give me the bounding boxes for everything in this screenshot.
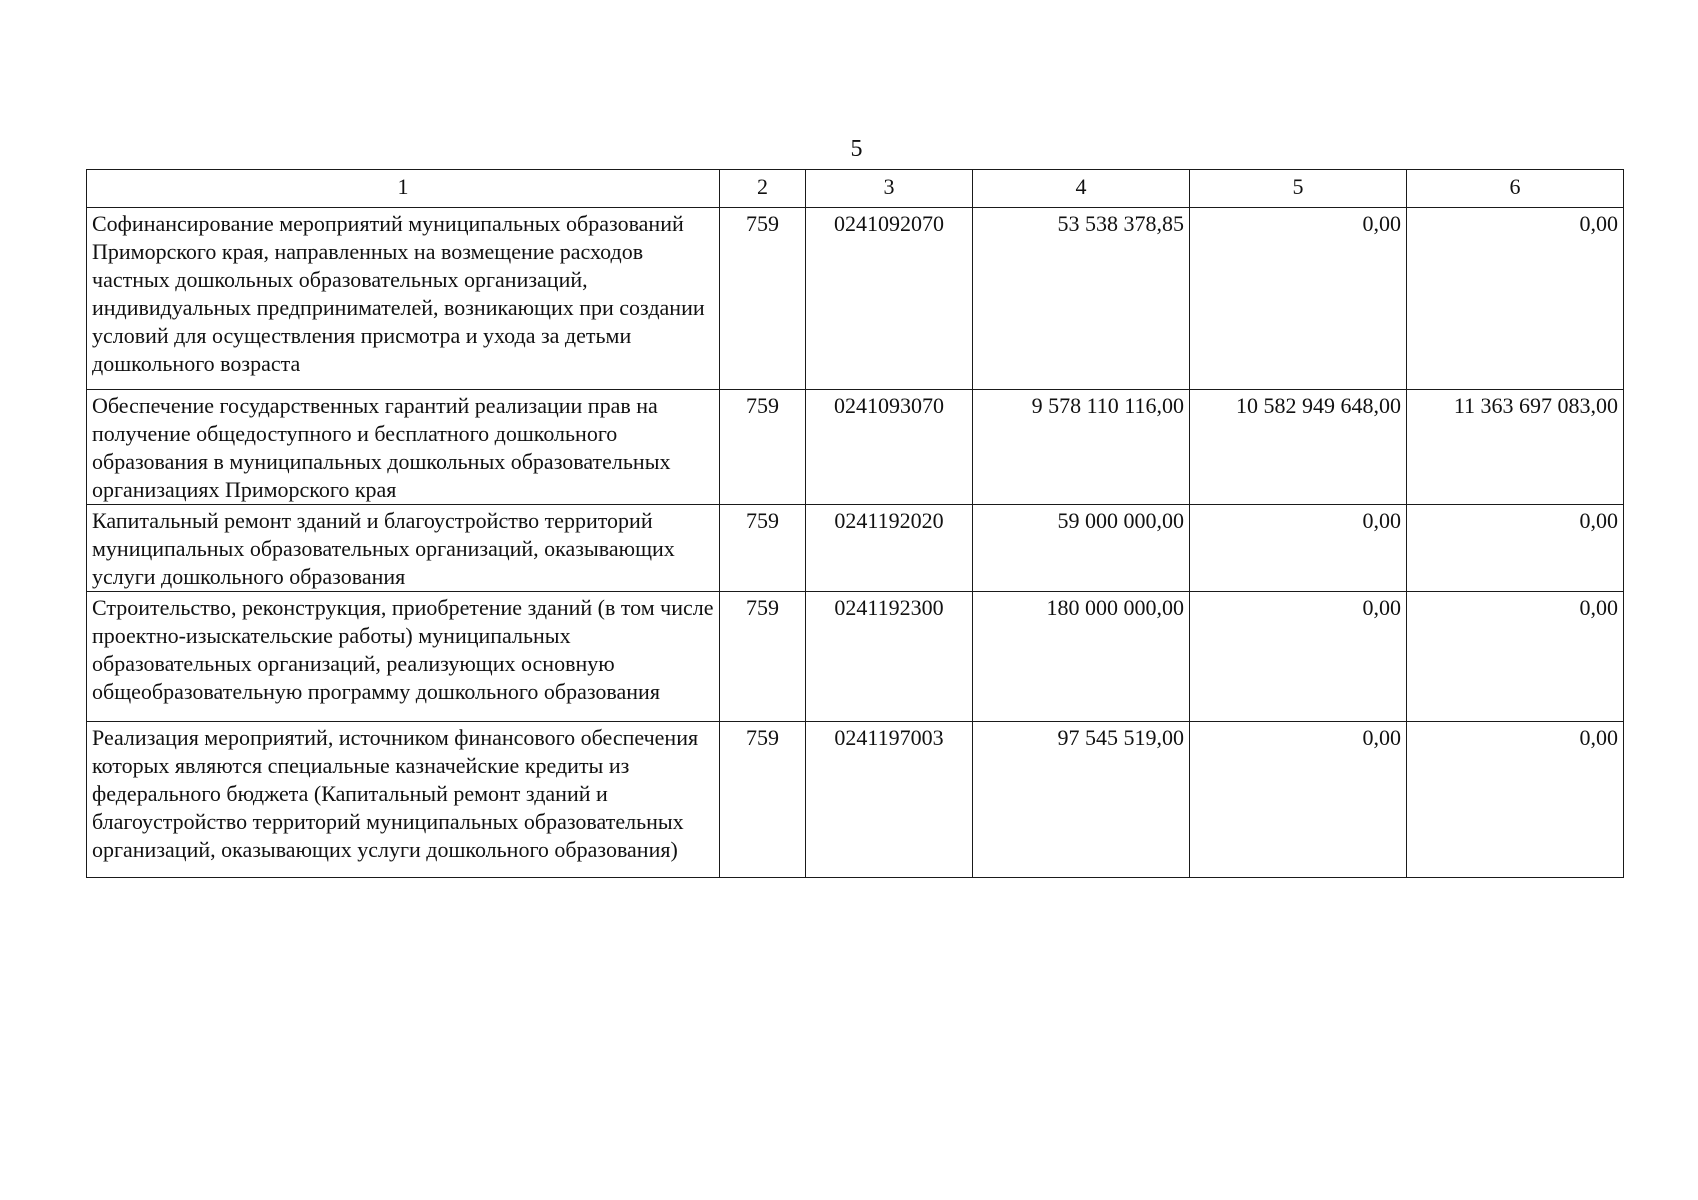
row-amount-col4: 180 000 000,00 [973, 592, 1190, 722]
row-target-article: 0241197003 [806, 722, 973, 878]
table-header-row [87, 170, 1624, 208]
row-target-article: 0241092070 [806, 208, 973, 390]
row-amount-col5: 10 582 949 648,00 [1190, 390, 1407, 505]
row-department-code: 759 [720, 208, 806, 390]
row-amount-col5: 0,00 [1190, 208, 1407, 390]
row-amount-col5: 0,00 [1190, 505, 1407, 592]
row-amount-col4: 53 538 378,85 [973, 208, 1190, 390]
row-name: Капитальный ремонт зданий и благоустройство территорий муниципальных образовательных организаций, оказывающих услуги дошкольного образования [87, 505, 720, 592]
row-amount-col6: 0,00 [1407, 505, 1624, 592]
row-amount-col6: 0,00 [1407, 722, 1624, 878]
table-row [87, 592, 1624, 722]
row-amount-col4: 97 545 519,00 [973, 722, 1190, 878]
row-department-code: 759 [720, 592, 806, 722]
row-amount-col6: 0,00 [1407, 592, 1624, 722]
row-target-article: 0241093070 [806, 390, 973, 505]
row-amount-col4: 9 578 110 116,00 [973, 390, 1190, 505]
column-header-5: 5 [1190, 170, 1407, 208]
column-header-4: 4 [973, 170, 1190, 208]
row-amount-col4: 59 000 000,00 [973, 505, 1190, 592]
budget-table [86, 169, 1624, 878]
table-row [87, 722, 1624, 878]
column-header-6: 6 [1407, 170, 1624, 208]
table-row [87, 208, 1624, 390]
row-department-code: 759 [720, 722, 806, 878]
row-name: Реализация мероприятий, источником финансового обеспечения которых являются специальные казначейские кредиты из федерального бюджета (Капитальный ремонт зданий и благоустройство территорий муниципальных образовательных организаций, оказывающих услуги дошкольного образования) [87, 722, 720, 878]
row-amount-col5: 0,00 [1190, 722, 1407, 878]
row-target-article: 0241192300 [806, 592, 973, 722]
row-department-code: 759 [720, 390, 806, 505]
row-amount-col6: 11 363 697 083,00 [1407, 390, 1624, 505]
row-name: Софинансирование мероприятий муниципальных образований Приморского края, направленных на возмещение расходов частных дошкольных образовательных организаций, индивидуальных предпринимателей, возникающих при создании условий для осуществления присмотра и ухода за детьми дошкольного возраста [87, 208, 720, 390]
column-header-3: 3 [806, 170, 973, 208]
column-header-2: 2 [720, 170, 806, 208]
row-amount-col6: 0,00 [1407, 208, 1624, 390]
row-name: Обеспечение государственных гарантий реализации прав на получение общедоступного и бесплатного дошкольного образования в муниципальных дошкольных образовательных организациях Приморского края [87, 390, 720, 505]
column-header-1: 1 [87, 170, 720, 208]
row-department-code: 759 [720, 505, 806, 592]
row-name: Строительство, реконструкция, приобретение зданий (в том числе проектно-изыскательские работы) муниципальных образовательных организаций, реализующих основную общеобразовательную программу дошкольного образования [87, 592, 720, 722]
page-number: 5 [850, 136, 863, 162]
row-amount-col5: 0,00 [1190, 592, 1407, 722]
table-row [87, 505, 1624, 592]
row-target-article: 0241192020 [806, 505, 973, 592]
table-row [87, 390, 1624, 505]
